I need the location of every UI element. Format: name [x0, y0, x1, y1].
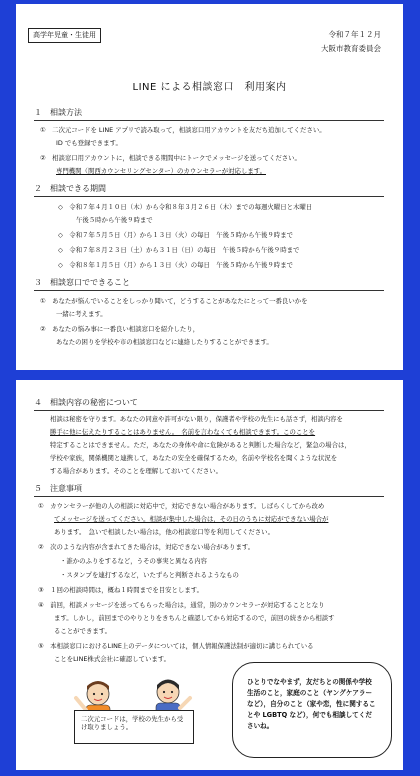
- period-3: ◇ 令和７年８月２３日（土）から３１日（日）の毎日 午後５時から午後９時まで: [58, 246, 300, 254]
- qr-code-note: [74, 710, 194, 744]
- period-4: ◇ 令和８年１月５日（月）から１３日（火）の毎日 午後５時から午後９時まで: [58, 261, 293, 269]
- s5-item2: ② 次のような内容が含まれてきた場合は，対応できない場合があります。: [38, 543, 255, 551]
- s5-item2-bullet1: ・誰かのふりをするなど，うその事実と異なる内容: [60, 557, 207, 565]
- s3-item2-line2: あなたの困りを学校や市の相談窓口などに連絡したりすることができます。: [56, 338, 273, 346]
- s5-item4-line1: ④ 前回，相談メッセージを送ってもらった場合は，通常，別のカウンセラーが対応することとなり: [38, 601, 325, 609]
- period-1-line1: ◇ 令和７年４月１０日（木）から令和８年３月２６日（木）までの毎週火曜日と木曜日: [58, 203, 313, 211]
- s5-item5-line1: ⑤ 本相談窓口におけるLINE上のデータについては，個人情報保護法制が適切に講じられている: [38, 642, 314, 650]
- section-4-heading: ４ 相談内容の秘密について: [34, 398, 138, 407]
- consultation-callout: [232, 662, 392, 758]
- s5-item1-line2: てメッセージを送ってください。相談が集中した場合は，その日のうちに対応ができない場合が: [54, 515, 329, 523]
- s4-line4: 学校や家族，関係機関と連携して，あなたの安全を確保するため，名前や学校名を聞くような状況を: [50, 454, 338, 462]
- s5-item1-line3: あります。 急いで相談したい場合は，他の相談窓口等を利用してください。: [54, 528, 274, 536]
- s3-item1-line2: 一緒に考えます。: [56, 310, 107, 318]
- notice-page-2: [16, 380, 403, 770]
- callout-text: ひとりでなやまず，友だちとの関係や学校生活のこと，家庭のこと（ヤングケアラーなど），自分のこと（家や恋，性に関することや LGBTQ など），何でも相談してくださいね。: [247, 678, 376, 730]
- section-1-heading: １ 相談方法: [34, 108, 82, 117]
- s1-item2-line2: 専門機関（関西カウンセリングセンター）のカウンセラーが対応します。: [56, 167, 266, 175]
- s5-item1-line1: ① カウンセラーが他の人の相談に対応中で，対応できない場合があります。しばらくしてから改め: [38, 502, 325, 510]
- s5-item2-bullet2: ・スタンプを連打するなど，いたずらと判断されるようなもの: [60, 571, 239, 579]
- notice-page-1: [16, 4, 403, 370]
- divider: [34, 120, 384, 121]
- s5-item5-line2: ことをLINE株式会社に確認しています。: [54, 655, 171, 663]
- section-3-heading: ３ 相談窓口でできること: [34, 278, 130, 287]
- s3-item2-line1: ② あなたの悩み事に一番良い相談窓口を紹介したり，: [40, 325, 200, 333]
- period-1-line2: 午後５時から午後９時まで: [76, 216, 153, 224]
- divider: [34, 196, 384, 197]
- s1-item1-line1: ① 二次元コードを LINE アプリで読み取って，相談窓口用アカウントを友だち追加してください。: [40, 126, 326, 134]
- qr-code-note-text: 二次元コードは，学校の先生から受け取りましょう。: [81, 715, 184, 731]
- period-2: ◇ 令和７年５月５日（月）から１３日（火）の毎日 午後５時から午後９時まで: [58, 231, 293, 239]
- s5-item3: ③ １回の相談時間は，概ね１時間までを目安とします。: [38, 586, 203, 594]
- s4-line3: 特定することはできません。ただ，あなたの身体や命に危険があると判断した場合など，緊急の場合は，: [50, 441, 351, 449]
- s3-item1-line1: ① あなたが悩んでいることをしっかり聞いて，どうすることがあなたにとって一番良いかを: [40, 297, 308, 305]
- divider: [34, 290, 384, 291]
- s4-line5: する場合があります。そのことを理解しておいてください。: [50, 467, 223, 475]
- issue-date: 令和７年１２月: [328, 30, 381, 39]
- issuing-organization: 大阪市教育委員会: [321, 44, 381, 53]
- s4-line2: 勝手に他に伝えたりすることはありません。 名前を言わなくても相談できます。このことを: [50, 428, 316, 436]
- divider: [34, 410, 384, 411]
- s5-item4-line3: ることができます。: [54, 627, 112, 635]
- section-5-heading: ５ 注意事項: [34, 484, 82, 493]
- audience-tag: 高学年児童・生徒用: [28, 28, 101, 43]
- page-title: LINE による相談窓口 利用案内: [132, 82, 287, 93]
- divider: [34, 496, 384, 497]
- section-2-heading: ２ 相談できる期間: [34, 184, 106, 193]
- s1-item1-line2: ID でも登録できます。: [56, 139, 122, 147]
- s1-item2-line1: ② 相談窓口用アカウントに，相談できる期間中にトークでメッセージを送ってください。: [40, 154, 301, 162]
- s5-item4-line2: ます。しかし，前回までのやりとりをきちんと確認してから対応するので，前回の続きから相談す: [54, 614, 335, 622]
- s4-line1: 相談は秘密を守ります。あなたの同意や許可がない限り，保護者や学校の先生にも話さず，相談内容を: [50, 415, 343, 423]
